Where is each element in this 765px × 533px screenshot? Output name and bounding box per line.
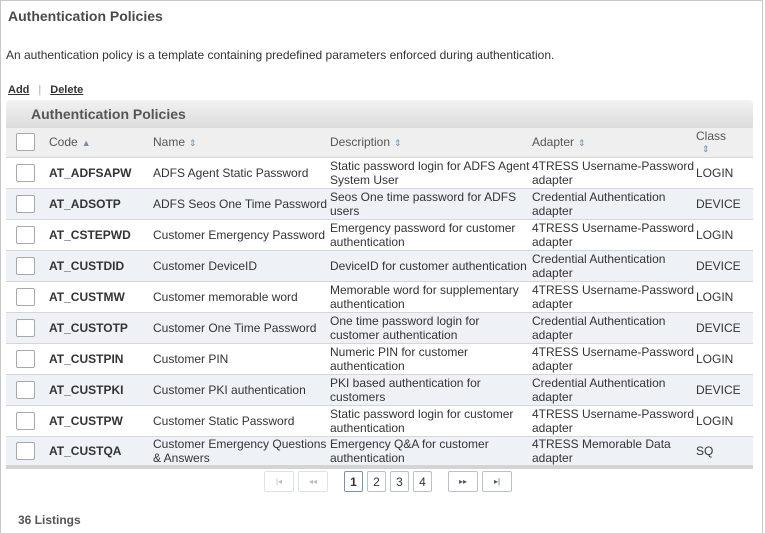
cell-adapter: 4TRESS Username-Password adapter <box>532 344 695 373</box>
cell-description: Memorable word for supplementary authentication <box>330 282 519 311</box>
pagination <box>264 471 512 492</box>
cell-adapter: 4TRESS Username-Password adapter <box>532 158 695 187</box>
cell-class: LOGIN <box>696 165 734 180</box>
cell-name: ADFS Seos One Time Password <box>153 196 328 211</box>
page-1-button[interactable]: 1 <box>344 471 363 492</box>
cell-description: Static password login for customer authentication <box>330 406 514 435</box>
cell-class: DEVICE <box>696 320 741 335</box>
cell-code[interactable]: AT_CSTEPWD <box>49 227 131 242</box>
cell-class: LOGIN <box>696 227 734 242</box>
table-row[interactable] <box>6 312 753 343</box>
cell-class: DEVICE <box>696 382 741 397</box>
cell-description: Emergency password for customer authentication <box>330 220 516 249</box>
table-header-row <box>6 128 753 157</box>
cell-code[interactable]: AT_CUSTPW <box>49 413 123 428</box>
cell-adapter: Credential Authentication adapter <box>532 189 666 218</box>
cell-code[interactable]: AT_CUSTQA <box>49 443 122 458</box>
cell-name: Customer PKI authentication <box>153 382 306 397</box>
page-description: An authentication policy is a template containing predefined parameters enforced during authentication. <box>6 48 555 62</box>
cell-description: Seos One time password for ADFS users <box>330 189 517 218</box>
cell-name: Customer Static Password <box>153 413 295 428</box>
column-header-code[interactable]: Code ▲ <box>49 135 91 150</box>
page-2-button[interactable]: 2 <box>367 471 386 492</box>
cell-class: LOGIN <box>696 413 734 428</box>
row-checkbox[interactable] <box>16 164 35 182</box>
cell-description: DeviceID for customer authentication <box>330 258 527 273</box>
cell-adapter: 4TRESS Username-Password adapter <box>532 282 695 311</box>
cell-name: Customer One Time Password <box>153 320 317 335</box>
table-row[interactable] <box>6 250 753 281</box>
policies-panel <box>6 100 753 469</box>
table-row[interactable] <box>6 374 753 405</box>
sort-icon: ⇕ <box>394 138 402 149</box>
cell-description: PKI based authentication for customers <box>330 375 481 404</box>
cell-adapter: 4TRESS Username-Password adapter <box>532 220 695 249</box>
cell-adapter: 4TRESS Memorable Data adapter <box>532 436 671 465</box>
cell-adapter: 4TRESS Username-Password adapter <box>532 406 695 435</box>
table-row[interactable] <box>6 281 753 312</box>
column-header-class[interactable]: Class ⇕ <box>696 128 727 154</box>
table-row[interactable] <box>6 436 753 467</box>
cell-name: Customer Emergency Questions & Answers <box>153 436 327 465</box>
panel-title: Authentication Policies <box>6 100 753 128</box>
table-row[interactable] <box>6 343 753 374</box>
prev-page-button[interactable]: ◂◂ <box>298 471 328 492</box>
cell-code[interactable]: AT_ADFSAPW <box>49 165 132 180</box>
sort-icon: ⇕ <box>189 138 197 149</box>
row-checkbox[interactable] <box>16 195 35 213</box>
cell-class: DEVICE <box>696 258 741 273</box>
cell-code[interactable]: AT_CUSTMW <box>49 289 125 304</box>
cell-description: Static password login for ADFS Agent System User <box>330 158 530 187</box>
sort-asc-icon: ▲ <box>81 138 91 149</box>
table-row[interactable] <box>6 405 753 436</box>
cell-description: Numeric PIN for customer authentication <box>330 344 469 373</box>
page-title: Authentication Policies <box>8 8 163 24</box>
cell-code[interactable]: AT_CUSTPKI <box>49 382 124 397</box>
column-header-description[interactable]: Description ⇕ <box>330 135 402 150</box>
delete-link[interactable]: Delete <box>50 84 84 96</box>
cell-name: ADFS Agent Static Password <box>153 165 309 180</box>
add-link[interactable]: Add <box>8 84 30 96</box>
cell-class: DEVICE <box>696 196 741 211</box>
cell-adapter: Credential Authentication adapter <box>532 251 666 280</box>
cell-code[interactable]: AT_CUSTPIN <box>49 351 124 366</box>
select-all-checkbox[interactable] <box>16 133 35 151</box>
row-checkbox[interactable] <box>16 381 35 399</box>
cell-adapter: Credential Authentication adapter <box>532 313 666 342</box>
cell-name: Customer PIN <box>153 351 229 366</box>
cell-name: Customer memorable word <box>153 289 298 304</box>
cell-name: Customer Emergency Password <box>153 227 326 242</box>
row-checkbox[interactable] <box>16 319 35 337</box>
row-checkbox[interactable] <box>16 412 35 430</box>
last-page-button[interactable]: ▸| <box>482 471 512 492</box>
sort-icon: ⇕ <box>702 143 710 154</box>
row-checkbox[interactable] <box>16 288 35 306</box>
cell-name: Customer DeviceID <box>153 258 258 273</box>
row-checkbox[interactable] <box>16 226 35 244</box>
cell-class: LOGIN <box>696 289 734 304</box>
table-row[interactable] <box>6 188 753 219</box>
table-row[interactable] <box>6 219 753 250</box>
column-header-name[interactable]: Name ⇕ <box>153 135 197 150</box>
column-header-adapter[interactable]: Adapter ⇕ <box>532 135 586 150</box>
first-page-button[interactable]: |◂ <box>264 471 294 492</box>
sort-icon: ⇕ <box>578 138 586 149</box>
page-4-button[interactable]: 4 <box>413 471 432 492</box>
cell-code[interactable]: AT_CUSTDID <box>49 258 125 273</box>
cell-class: SQ <box>696 443 714 458</box>
next-page-button[interactable]: ▸▸ <box>448 471 478 492</box>
cell-description: One time password login for customer authentication <box>330 313 480 342</box>
cell-code[interactable]: AT_CUSTOTP <box>49 320 128 335</box>
row-checkbox[interactable] <box>16 350 35 368</box>
listings-count: 36 Listings <box>18 513 81 527</box>
page-3-button[interactable]: 3 <box>390 471 409 492</box>
cell-class: LOGIN <box>696 351 734 366</box>
table-row[interactable] <box>6 157 753 188</box>
row-checkbox[interactable] <box>16 257 35 275</box>
cell-adapter: Credential Authentication adapter <box>532 375 666 404</box>
cell-description: Emergency Q&A for customer authentication <box>330 436 489 465</box>
row-checkbox[interactable] <box>16 442 35 460</box>
action-links <box>8 84 83 96</box>
action-separator: | <box>38 84 42 96</box>
cell-code[interactable]: AT_ADSOTP <box>49 196 121 211</box>
policies-table <box>6 128 753 469</box>
